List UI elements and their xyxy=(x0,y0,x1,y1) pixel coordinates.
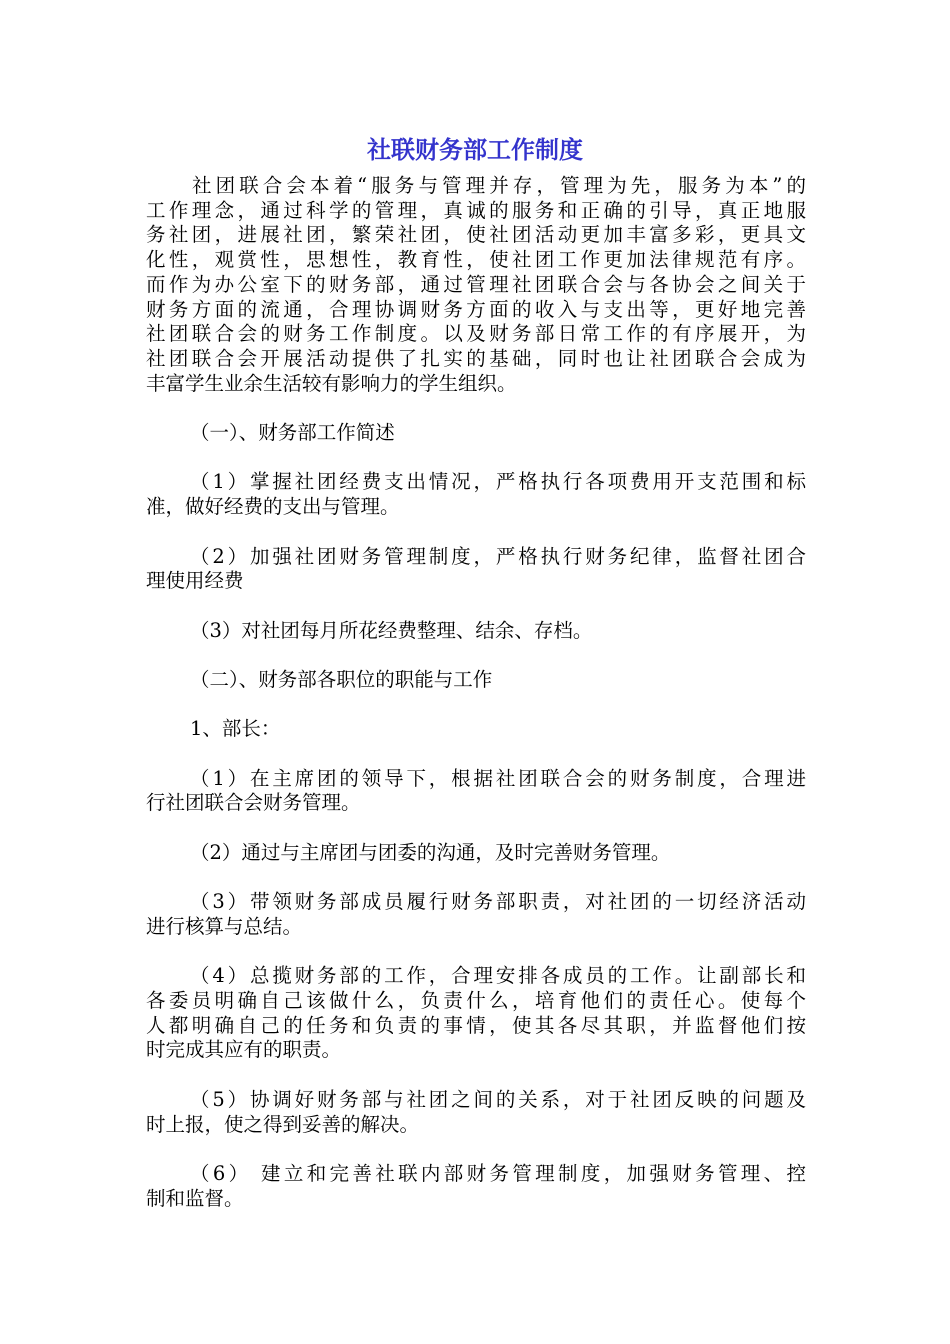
text-line: （3）对社团每月所花经费整理、结余、存档。 xyxy=(190,618,593,642)
text-line: 1、部长： xyxy=(190,717,281,741)
text-line: （3）带领财务部成员履行财务部职责，对社团的一切经济活动 xyxy=(190,890,806,914)
text-line: （6） 建立和完善社联内部财务管理制度，加强财务管理、控 xyxy=(190,1161,806,1185)
text-line: （1）在主席团的领导下，根据社团联合会的财务制度，合理进 xyxy=(190,766,806,790)
text-line: 人都明确自己的任务和负责的事情，使其各尽其职，并监督他们按 xyxy=(146,1013,806,1037)
text-line: 工作理念，通过科学的管理，真诚的服务和正确的引导，真正地服 xyxy=(146,198,806,222)
text-line: （2）加强社团财务管理制度，严格执行财务纪律，监督社团合 xyxy=(190,544,806,568)
text-line: 财务方面的流通，合理协调财务方面的收入与支出等，更好地完善 xyxy=(146,297,806,321)
paragraph-item-2-4 xyxy=(146,964,806,1063)
text-line: （一）、财务部工作简述 xyxy=(190,421,395,445)
paragraph-section-2-heading xyxy=(146,668,806,693)
paragraph-item-1-2 xyxy=(146,545,806,594)
text-line: 社团联合会本着“服务与管理并存，管理为先，服务为本”的 xyxy=(192,174,806,197)
text-line: 社团联合会开展活动提供了扎实的基础，同时也让社团联合会成为 xyxy=(146,346,806,370)
paragraph-item-2-3 xyxy=(146,890,806,939)
paragraph-intro xyxy=(146,174,806,396)
text-line: 制和监督。 xyxy=(146,1186,244,1210)
paragraph-item-2-6 xyxy=(146,1162,806,1211)
text-line: （5）协调好财务部与社团之间的关系，对于社团反映的问题及 xyxy=(190,1087,806,1111)
text-line: 各委员明确自己该做什么，负责什么，培育他们的责任心。使每个 xyxy=(146,989,806,1013)
text-line: （2）通过与主席团与团委的沟通，及时完善财务管理。 xyxy=(190,840,671,864)
text-line: 丰富学生业余生活较有影响力的学生组织。 xyxy=(146,371,517,395)
text-line: 而作为办公室下的财务部，通过管理社团联合会与各协会之间关于 xyxy=(146,272,806,296)
document-title: 社联财务部工作制度 xyxy=(367,136,583,164)
text-line: （1）掌握社团经费支出情况，严格执行各项费用开支范围和标 xyxy=(190,470,806,494)
text-line: 时完成其应有的职责。 xyxy=(146,1038,342,1062)
text-line: 行社团联合会财务管理。 xyxy=(146,791,361,815)
text-line: 社团联合会的财务工作制度。以及财务部日常工作的有序展开，为 xyxy=(146,322,806,346)
text-line: 务社团，进展社团，繁荣社团，使社团活动更加丰富多彩，更具文 xyxy=(146,223,806,247)
paragraph-section-1-heading xyxy=(146,421,806,446)
document-body xyxy=(146,174,806,1211)
paragraph-item-2-5 xyxy=(146,1088,806,1137)
paragraph-item-1-1 xyxy=(146,470,806,519)
text-line: （4）总揽财务部的工作，合理安排各成员的工作。让副部长和 xyxy=(190,964,806,988)
text-line: 理使用经费 xyxy=(146,569,244,593)
paragraph-sub-heading-1 xyxy=(146,717,806,742)
text-line: 进行核算与总结。 xyxy=(146,914,303,938)
paragraph-item-1-3 xyxy=(146,619,806,644)
paragraph-item-2-2 xyxy=(146,841,806,866)
text-line: 准，做好经费的支出与管理。 xyxy=(146,495,400,519)
paragraph-item-2-1 xyxy=(146,767,806,816)
text-line: （二）、财务部各职位的职能与工作 xyxy=(190,667,493,691)
text-line: 化性，观赏性，思想性，教育性，使社团工作更加法律规范有序。 xyxy=(146,248,806,272)
text-line: 时上报，使之得到妥善的解决。 xyxy=(146,1112,420,1136)
